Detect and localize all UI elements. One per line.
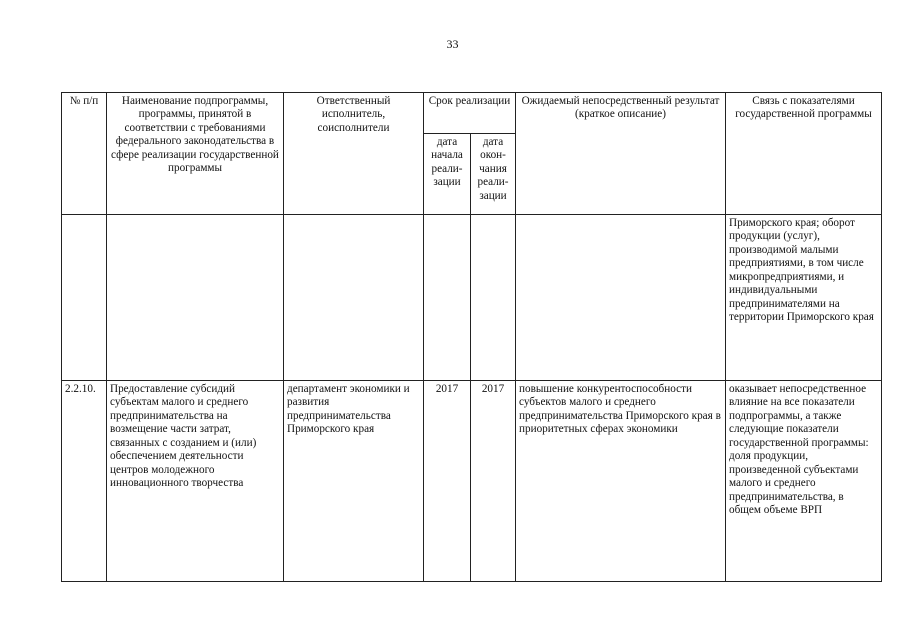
cell-end <box>471 215 516 381</box>
header-executor: Ответственный исполнитель, соисполнители <box>284 93 424 215</box>
cell-executor <box>284 215 424 381</box>
cell-link: Приморского края; оборот продукции (услуг), производимой малыми предприятиями, в том числе микропредприятиями, и индивидуальными предпринимателями на территории Приморского края <box>726 215 882 381</box>
cell-end: 2017 <box>471 381 516 582</box>
cell-executor: департамент экономики и развития предпринимательства Приморского края <box>284 381 424 582</box>
table-row <box>62 215 882 381</box>
cell-start <box>424 215 471 381</box>
table-row <box>62 381 882 582</box>
page-number: 33 <box>446 37 459 51</box>
header-name: Наименование подпрограммы, программы, принятой в соответствии с требованиями федерального законодательства в сфере реализации государственной программы <box>107 93 284 215</box>
header-num: № п/п <box>62 93 107 215</box>
cell-start: 2017 <box>424 381 471 582</box>
header-row <box>62 93 882 134</box>
header-term: Срок реализации <box>424 93 516 134</box>
header-start: дата начала реали-зации <box>424 134 471 215</box>
header-end: дата окон-чания реали-зации <box>471 134 516 215</box>
header-result: Ожидаемый непосредственный результат (краткое описание) <box>516 93 726 215</box>
cell-num <box>62 215 107 381</box>
cell-name <box>107 215 284 381</box>
program-table <box>61 92 882 582</box>
cell-result: повышение конкурентоспособности субъектов малого и среднего предпринимательства Приморского края в приоритетных сферах экономики <box>516 381 726 582</box>
cell-name: Предоставление субсидий субъектам малого и среднего предпринимательства на возмещение части затрат, связанных с созданием и (или) обеспечением деятельности центров молодежного инновационного творчества <box>107 381 284 582</box>
header-link: Связь с показателями государственной программы <box>726 93 882 215</box>
cell-num: 2.2.10. <box>62 381 107 582</box>
cell-link: оказывает непосредственное влияние на все показатели подпрограммы, а также следующие показатели государственной программы: доля продукции, произведенной субъектами малого и среднего предпринимательства, в общем объеме ВРП <box>726 381 882 582</box>
cell-result <box>516 215 726 381</box>
